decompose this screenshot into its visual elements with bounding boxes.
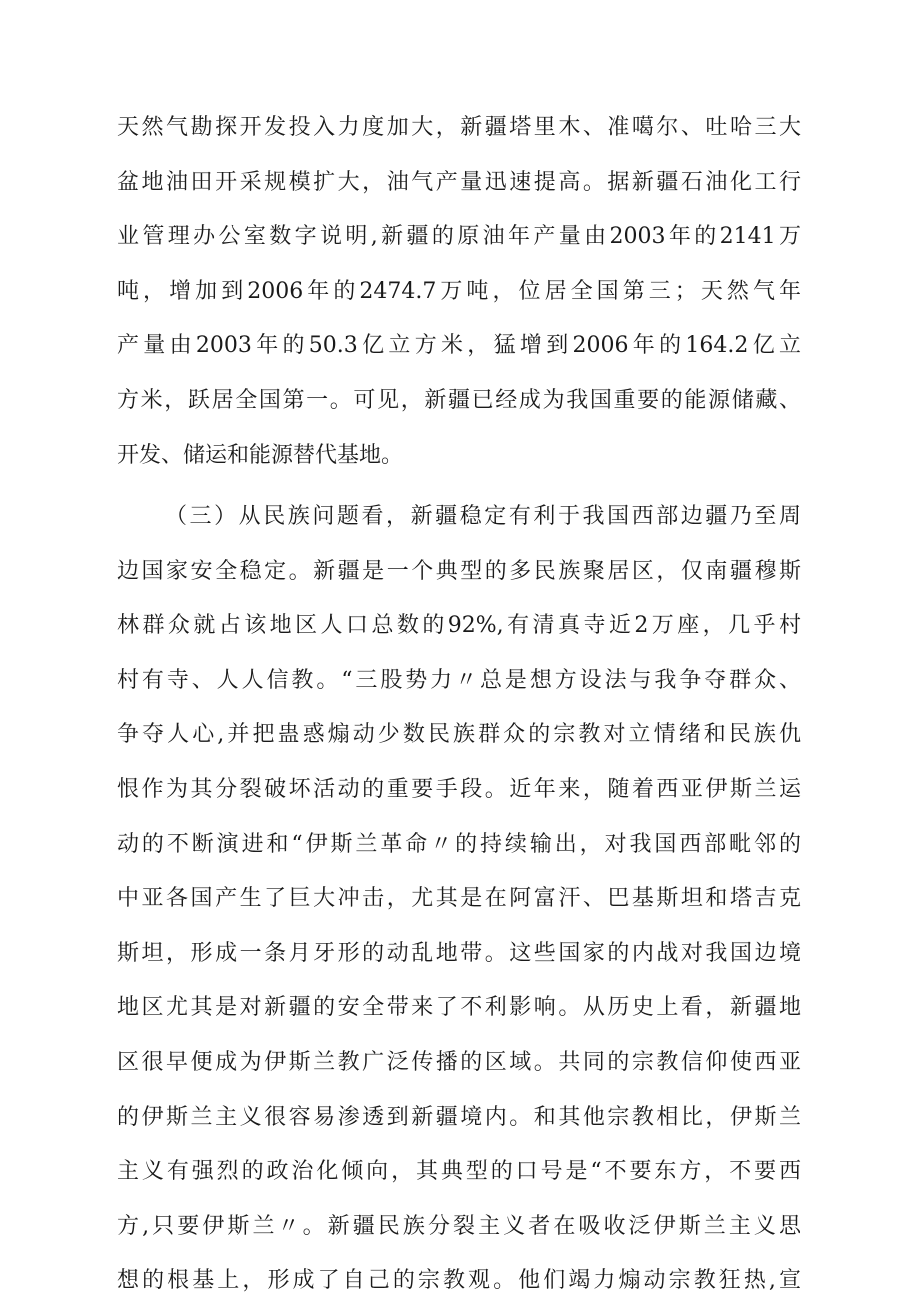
text-line: 边国家安全稳定。新疆是一个典型的多民族聚居区，仅南疆穆斯	[117, 558, 801, 584]
text-line: 开发、储运和能源替代基地。	[117, 442, 404, 468]
paragraph-energy	[117, 101, 801, 483]
text-line: 产量由2003年的50.3亿立方米，猛增到2006年的164.2亿立	[117, 333, 801, 359]
text-line: 主义有强烈的政治化倾向，其典型的口号是“不要东方，不要西	[117, 1159, 801, 1185]
text-line: 中亚各国产生了巨大冲击，尤其是在阿富汗、巴基斯坦和塔吉克	[117, 886, 801, 912]
text-line: 林群众就占该地区人口总数的92%,有清真寺近2万座，几乎村	[117, 613, 801, 639]
text-line: 区很早便成为伊斯兰教广泛传播的区域。共同的宗教信仰使西亚	[117, 1049, 801, 1075]
text-line: 吨，增加到2006年的2474.7万吨，位居全国第三；天然气年	[117, 278, 801, 304]
text-line: 恨作为其分裂破坏活动的重要手段。近年来，随着西亚伊斯兰运	[117, 776, 801, 802]
text-line: 地区尤其是对新疆的安全带来了不利影响。从历史上看，新疆地	[117, 995, 801, 1021]
text-line: 方米，跃居全国第一。可见，新疆已经成为我国重要的能源储藏、	[117, 387, 801, 413]
text-line: 村有寺、人人信教。“三股势力〃总是想方设法与我争夺群众、	[117, 667, 801, 693]
text-line: 争夺人心,并把蛊惑煽动少数民族群众的宗教对立情绪和民族仇	[117, 722, 801, 748]
text-line: （三）从民族问题看，新疆稳定有利于我国西部边疆乃至周	[165, 504, 801, 529]
text-line: 斯坦，形成一条月牙形的动乱地带。这些国家的内战对我国边境	[117, 940, 801, 966]
text-line: 天然气勘探开发投入力度加大，新疆塔里木、准噶尔、吐哈三大	[117, 115, 801, 140]
text-line: 盆地油田开采规模扩大，油气产量迅速提高。据新疆石油化工行	[117, 169, 801, 195]
text-line: 的伊斯兰主义很容易渗透到新疆境内。和其他宗教相比，伊斯兰	[117, 1104, 801, 1130]
text-line: 方,只要伊斯兰〃。新疆民族分裂主义者在吸收泛伊斯兰主义思	[117, 1213, 801, 1239]
text-line: 业管理办公室数字说明,新疆的原油年产量由2003年的2141万	[117, 224, 801, 250]
text-line: 动的不断演进和“伊斯兰革命〃的持续输出，对我国西部毗邻的	[117, 831, 801, 857]
text-line: 想的根基上，形成了自己的宗教观。他们竭力煽动宗教狂热,宣	[117, 1268, 801, 1294]
paragraph-ethnic-issues	[117, 490, 801, 1309]
